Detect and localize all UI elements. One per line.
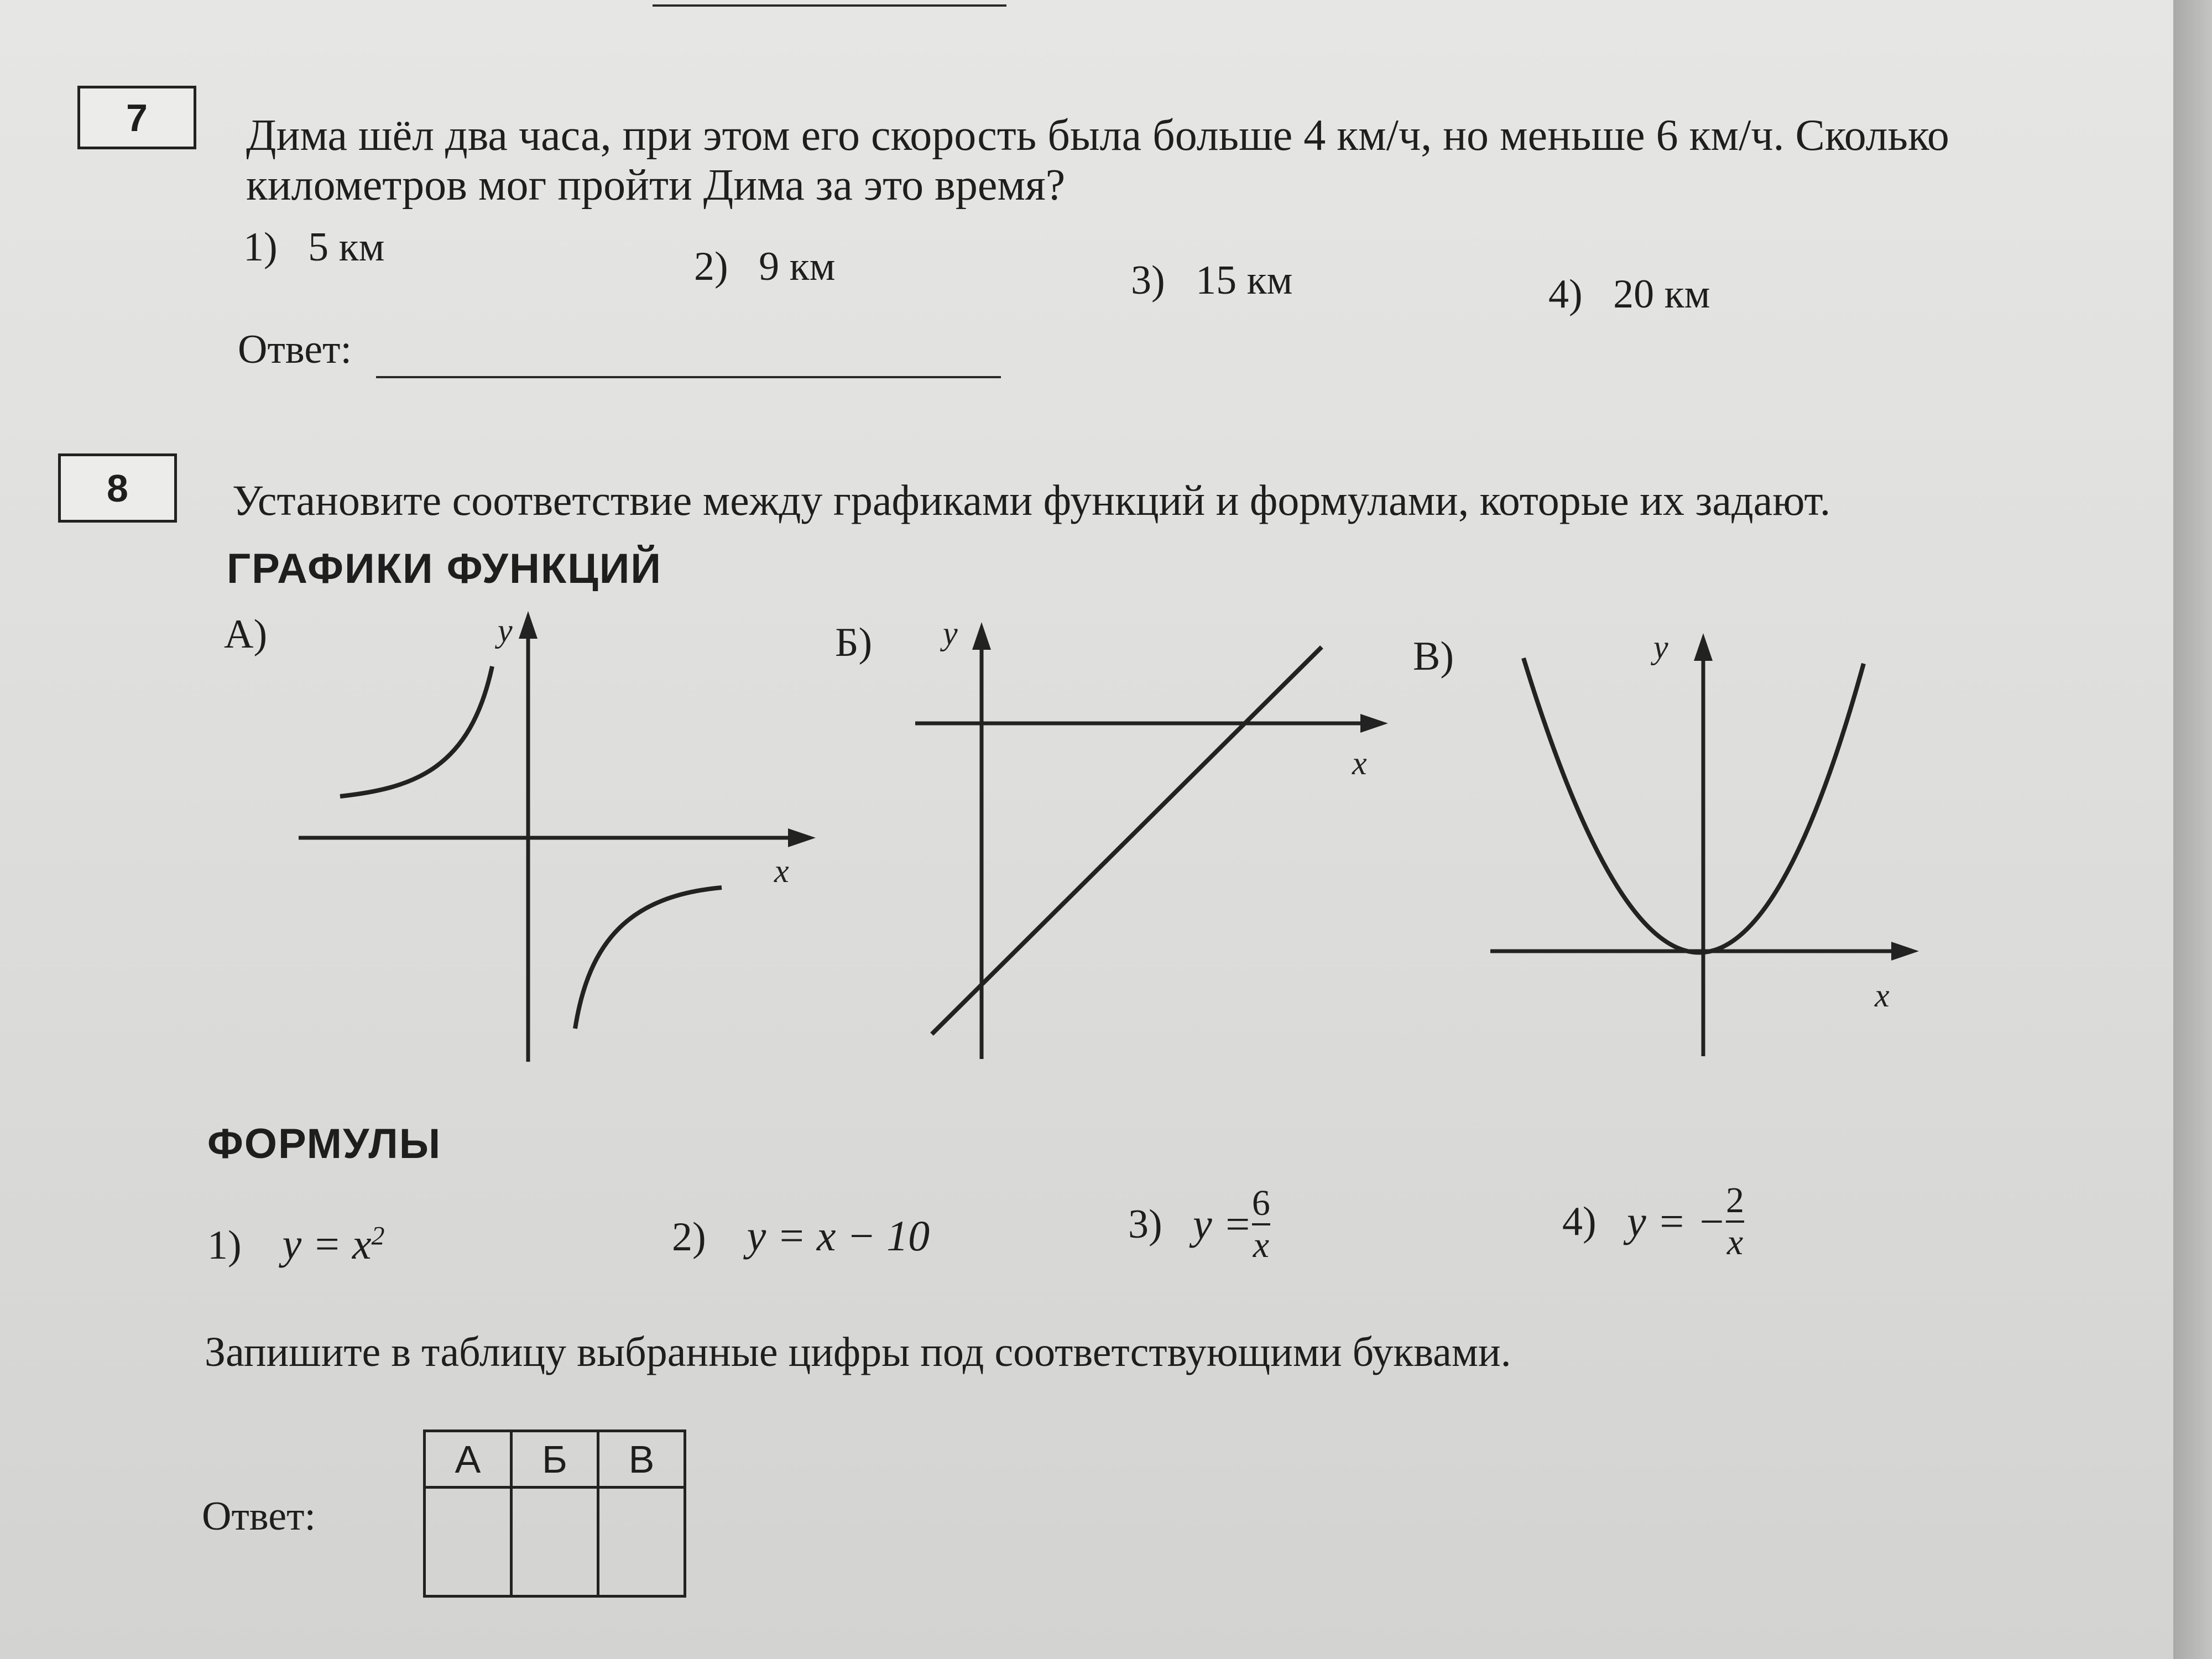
graphs-heading: ГРАФИКИ ФУНКЦИЙ xyxy=(227,545,662,592)
formula-lhs: y = − xyxy=(1627,1197,1726,1245)
graph-b xyxy=(907,619,1405,1062)
task7-option-1 xyxy=(243,224,384,271)
option-number: 4) xyxy=(1548,272,1583,317)
formula-number: 4) xyxy=(1562,1198,1597,1244)
formula-expression: y = x − 10 xyxy=(747,1212,930,1260)
graph-c-y-arrow xyxy=(1694,633,1713,661)
task8-answer-label: Ответ: xyxy=(202,1494,316,1539)
graph-b-label: Б) xyxy=(835,620,873,665)
formula-2 xyxy=(672,1211,930,1261)
graph-b-x-arrow xyxy=(1360,714,1388,733)
formula-expression: y = x xyxy=(282,1220,372,1268)
task7-answer-line[interactable] xyxy=(376,376,1001,378)
option-number: 3) xyxy=(1131,258,1165,303)
task8-number-box xyxy=(58,453,177,523)
formula-number: 1) xyxy=(207,1223,242,1268)
graph-b-y-label: y xyxy=(943,619,958,651)
page-edge-shadow xyxy=(2173,0,2212,1659)
task8-number: 8 xyxy=(107,466,128,510)
task7-question-line1: Дима шёл два часа, при этом его скорость была больше 4 км/ч, но меньше 6 км/ч. Сколько xyxy=(246,111,1949,160)
formula-fraction xyxy=(1726,1181,1744,1262)
graph-b-y-arrow xyxy=(972,622,991,650)
option-number: 2) xyxy=(694,244,728,289)
formula-1 xyxy=(207,1219,385,1269)
graph-c-parabola xyxy=(1524,658,1864,953)
formula-4 xyxy=(1562,1181,1744,1262)
fraction-numerator: 2 xyxy=(1726,1180,1745,1220)
graph-c-x-arrow xyxy=(1891,942,1919,961)
formula-number: 3) xyxy=(1128,1201,1162,1247)
answer-header-c: В xyxy=(598,1431,685,1488)
graph-c xyxy=(1482,625,1947,1067)
formula-lhs: y = xyxy=(1193,1200,1252,1248)
graph-a-x-arrow xyxy=(788,828,816,847)
formula-number: 2) xyxy=(672,1214,706,1260)
task8-instruction: Запишите в таблицу выбранные цифры под соответствующими буквами. xyxy=(205,1329,1511,1375)
graph-b-line xyxy=(932,647,1322,1034)
graph-a-y-label: y xyxy=(498,612,513,649)
graph-a-curve-left xyxy=(340,666,492,796)
graph-c-label: В) xyxy=(1413,634,1454,679)
graph-a-curve-right xyxy=(575,888,722,1029)
formulas-heading: ФОРМУЛЫ xyxy=(207,1120,442,1167)
formula-fraction xyxy=(1252,1183,1270,1265)
graph-b-x-label: x xyxy=(1352,745,1367,781)
formula-3 xyxy=(1128,1183,1270,1265)
fraction-numerator: 6 xyxy=(1251,1183,1270,1223)
option-text: 15 км xyxy=(1196,258,1293,303)
task7-question-line2: километров мог пройти Дима за это время? xyxy=(246,161,1066,210)
graph-a-y-arrow xyxy=(519,611,538,639)
task8-question: Установите соответствие между графиками функций и формулами, которые их задают. xyxy=(232,476,1831,524)
answer-cell-c[interactable] xyxy=(598,1488,685,1597)
formula-exponent: 2 xyxy=(371,1221,385,1251)
answer-table-value-row xyxy=(425,1488,685,1597)
task7-option-4 xyxy=(1548,271,1710,318)
task7-number: 7 xyxy=(126,96,148,139)
option-number: 1) xyxy=(243,225,278,270)
answer-header-a: А xyxy=(425,1431,512,1488)
option-text: 9 км xyxy=(759,244,836,289)
task7-option-2 xyxy=(694,243,835,290)
graph-a-x-label: x xyxy=(774,853,789,889)
option-text: 5 км xyxy=(308,225,385,270)
previous-answer-line xyxy=(653,4,1006,7)
answer-header-b: Б xyxy=(512,1431,598,1488)
task7-option-3 xyxy=(1131,257,1292,304)
graph-c-x-label: x xyxy=(1875,977,1890,1014)
task7-number-box xyxy=(77,86,196,149)
option-text: 20 км xyxy=(1613,272,1710,317)
graph-a-label: А) xyxy=(224,612,268,657)
answer-table-header-row xyxy=(425,1431,685,1488)
fraction-denominator: x xyxy=(1253,1225,1270,1265)
task7-answer-label: Ответ: xyxy=(238,327,352,372)
graph-a xyxy=(288,608,830,1073)
answer-cell-b[interactable] xyxy=(512,1488,598,1597)
fraction-denominator: x xyxy=(1726,1222,1744,1262)
answer-cell-a[interactable] xyxy=(425,1488,512,1597)
answer-table xyxy=(423,1430,686,1598)
graph-c-y-label: y xyxy=(1653,629,1668,665)
